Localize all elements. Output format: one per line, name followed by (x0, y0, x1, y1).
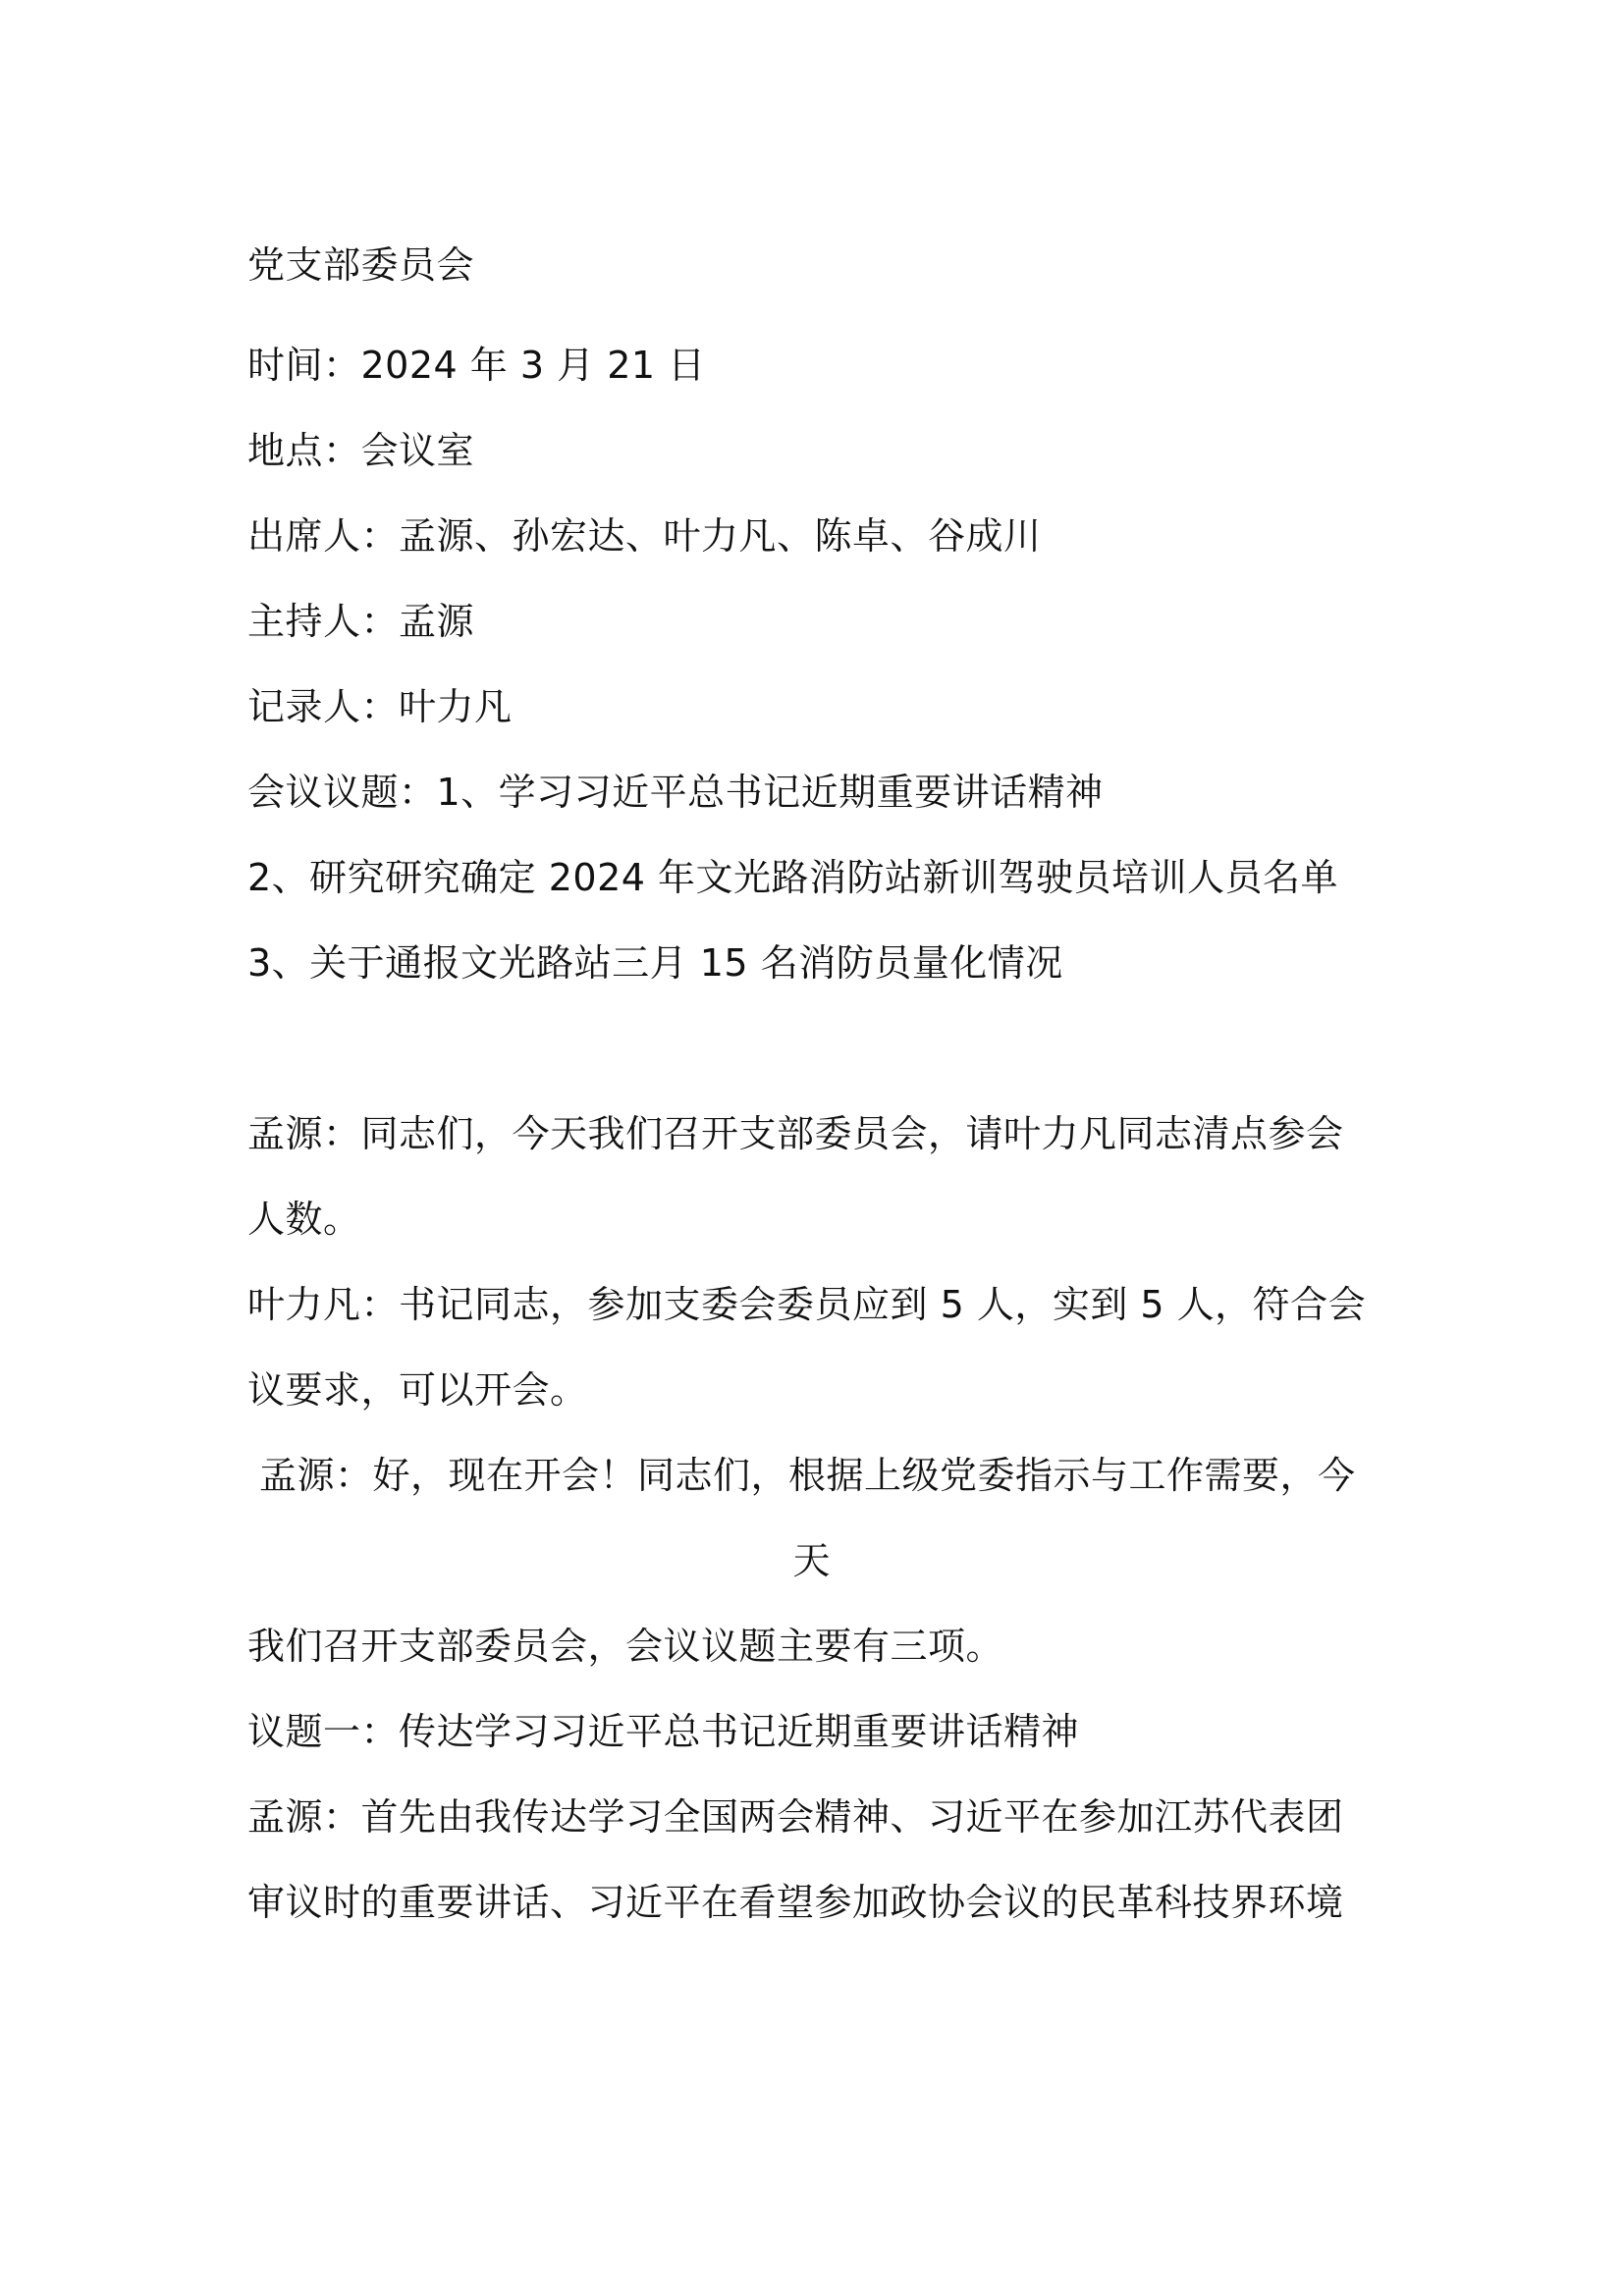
paragraph-line: 孟源：好，现在开会！同志们，根据上级党委指示与工作需要，今 (259, 1454, 1356, 1497)
paragraph-line: 议要求，可以开会。 (247, 1368, 588, 1412)
topic-1: 会议议题：1、学习习近平总书记近期重要讲话精神 (247, 771, 1104, 814)
topic-3: 3、关于通报文光路站三月 15 名消防员量化情况 (247, 941, 1063, 985)
paragraph-line: 孟源：首先由我传达学习全国两会精神、习近平在参加江苏代表团 (247, 1795, 1344, 1839)
paragraph-line-centered: 天 (792, 1539, 831, 1582)
paragraph-line: 我们召开支部委员会，会议议题主要有三项。 (247, 1625, 1004, 1668)
paragraph-line: 人数。 (247, 1198, 361, 1241)
paragraph-line: 孟源：同志们，今天我们召开支部委员会，请叶力凡同志清点参会 (247, 1112, 1344, 1155)
meeting-host: 主持人：孟源 (247, 600, 475, 643)
meeting-recorder: 记录人：叶力凡 (247, 685, 513, 728)
meeting-time: 时间：2024 年 3 月 21 日 (247, 344, 706, 387)
section-heading: 议题一：传达学习习近平总书记近期重要讲话精神 (247, 1710, 1080, 1753)
topic-2: 2、研究研究确定 2024 年文光路消防站新训驾驶员培训人员名单 (247, 856, 1339, 899)
meeting-attendees: 出席人：孟源、孙宏达、叶力凡、陈卓、谷成川 (247, 514, 1042, 558)
meeting-place: 地点：会议室 (247, 429, 475, 472)
document-title: 党支部委员会 (247, 243, 475, 287)
paragraph-line: 审议时的重要讲话、习近平在看望参加政协会议的民革科技界环境 (247, 1881, 1344, 1924)
paragraph-line: 叶力凡：书记同志，参加支委会委员应到 5 人，实到 5 人，符合会 (247, 1283, 1367, 1326)
